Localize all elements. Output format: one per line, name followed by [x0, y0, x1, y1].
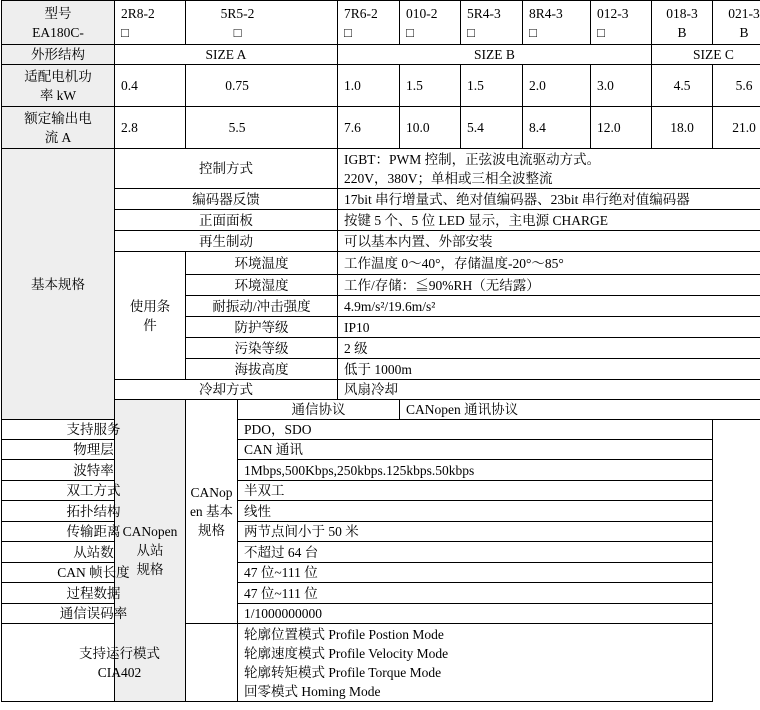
mode-item: 轮廓位置模式 Profile Postion Mode — [244, 626, 444, 642]
cooling-row — [2, 380, 760, 400]
cooling-label: 冷却方式 — [115, 380, 338, 400]
condition-label: 耐振动/冲击强度 — [186, 296, 338, 317]
motor-power-row — [2, 65, 760, 107]
motor-power-label-line: 率 kW — [39, 87, 77, 103]
panel-row — [2, 210, 760, 231]
model-label-cell — [2, 1, 115, 45]
canopen-row — [2, 501, 760, 522]
size-b: SIZE B — [338, 45, 652, 65]
spec-table — [1, 0, 760, 702]
model-label: 型号 — [44, 5, 72, 21]
canopen-value: 47 位~111 位 — [238, 583, 713, 604]
model-code: 018-3 — [666, 5, 698, 21]
condition-value: 2 级 — [338, 338, 760, 359]
model-code: 021-3 — [728, 5, 760, 21]
regen-row — [2, 231, 760, 252]
canopen-label: 通信协议 — [238, 400, 400, 420]
condition-row — [2, 252, 760, 275]
canopen-sub-label-line: 规格 — [198, 523, 225, 538]
condition-value: IP10 — [338, 317, 760, 338]
canopen-label: CAN 帧长度 — [2, 563, 186, 583]
canopen-row — [2, 583, 760, 604]
canopen-row — [2, 420, 760, 440]
motor-power-value: 3.0 — [591, 65, 652, 107]
model-cell — [338, 1, 400, 45]
output-current-value: 18.0 — [652, 107, 713, 149]
panel-label: 正面面板 — [115, 210, 338, 231]
canopen-label: 物理层 — [2, 440, 186, 460]
model-cell — [115, 1, 186, 45]
motor-power-label — [2, 65, 115, 107]
output-current-row — [2, 107, 760, 149]
basic-group-label: 基本规格 — [2, 149, 115, 420]
canopen-row — [2, 460, 760, 481]
canopen-row — [2, 440, 760, 460]
conditions-label — [115, 252, 186, 380]
modes-label — [2, 624, 238, 702]
size-c: SIZE C — [652, 45, 760, 65]
output-current-value: 21.0 — [713, 107, 760, 149]
canopen-value: 47 位~111 位 — [238, 563, 713, 583]
motor-power-value: 1.5 — [461, 65, 523, 107]
cooling-value: 风扇冷却 — [338, 380, 760, 400]
output-current-value: 12.0 — [591, 107, 652, 149]
output-current-value: 10.0 — [400, 107, 461, 149]
control-row — [2, 149, 760, 189]
canopen-label: 双工方式 — [2, 481, 186, 501]
encoder-label: 编码器反馈 — [115, 189, 338, 210]
modes-value — [238, 624, 713, 702]
model-cell — [400, 1, 461, 45]
canopen-label: 从站数 — [2, 542, 186, 563]
encoder-value: 17bit 串行增量式、绝对值编码器、23bit 串行绝对值编码器 — [338, 189, 760, 210]
model-code: 010-2 — [406, 5, 438, 21]
motor-power-label-line: 适配电机功 — [24, 68, 92, 84]
canopen-value: 线性 — [238, 501, 713, 522]
model-suffix: □ — [406, 24, 414, 40]
encoder-row — [2, 189, 760, 210]
canopen-group-label-line: 规格 — [136, 562, 164, 577]
output-current-value: 2.8 — [115, 107, 186, 149]
canopen-label: 支持服务 — [2, 420, 186, 440]
canopen-label: 过程数据 — [2, 583, 186, 604]
canopen-value: 1/1000000000 — [238, 604, 713, 624]
condition-value: 4.9m/s²/19.6m/s² — [338, 296, 760, 317]
mode-item: 轮廓转矩模式 Profile Torque Mode — [244, 664, 442, 680]
control-value-line: 220V，380V；单相或三相全波整流 — [344, 170, 553, 186]
canopen-sub-label — [186, 400, 238, 624]
canopen-value: CANopen 通讯协议 — [400, 400, 760, 420]
modes-label-line: 支持运行模式 — [79, 645, 160, 661]
conditions-label-line: 件 — [143, 317, 157, 333]
canopen-value: PDO，SDO — [238, 420, 713, 440]
model-suffix: □ — [233, 24, 242, 40]
motor-power-value: 5.6 — [713, 65, 760, 107]
model-suffix: □ — [467, 24, 475, 40]
output-current-label-line: 额定输出电 — [24, 110, 92, 126]
condition-label: 污染等级 — [186, 338, 338, 359]
regen-value: 可以基本内置、外部安装 — [338, 231, 760, 252]
canopen-label: 通信误码率 — [2, 604, 186, 624]
model-suffix: □ — [529, 24, 537, 40]
size-a: SIZE A — [115, 45, 338, 65]
mode-item: 轮廓速度模式 Profile Velocity Mode — [244, 645, 449, 661]
model-cell — [523, 1, 591, 45]
model-code: 2R8-2 — [121, 5, 155, 21]
panel-value: 按键 5 个、5 位 LED 显示，主电源 CHARGE — [338, 210, 760, 231]
canopen-value: CAN 通讯 — [238, 440, 713, 460]
output-current-value: 7.6 — [338, 107, 400, 149]
motor-power-value: 0.75 — [186, 65, 338, 107]
modes-row — [2, 624, 760, 702]
structure-row — [2, 45, 760, 65]
canopen-row — [2, 400, 760, 420]
canopen-group-label-line: CANopen 从站 — [122, 524, 178, 558]
canopen-row — [2, 542, 760, 563]
canopen-label: 传输距离 — [2, 522, 186, 542]
model-suffix: □ — [597, 24, 605, 40]
regen-label: 再生制动 — [115, 231, 338, 252]
model-cell — [652, 1, 713, 45]
model-code: 7R6-2 — [344, 5, 378, 21]
output-current-label — [2, 107, 115, 149]
model-suffix: B — [677, 24, 687, 40]
control-value — [338, 149, 760, 189]
canopen-value: 1Mbps,500Kbps,250kbps.125kbps.50kbps — [238, 460, 713, 481]
output-current-value: 5.4 — [461, 107, 523, 149]
motor-power-value: 1.5 — [400, 65, 461, 107]
output-current-value: 8.4 — [523, 107, 591, 149]
canopen-label: 波特率 — [2, 460, 186, 481]
model-cell — [186, 1, 338, 45]
canopen-label: 拓扑结构 — [2, 501, 186, 522]
model-cell — [713, 1, 760, 45]
canopen-sub-label-line: CANop — [190, 485, 233, 500]
condition-label: 环境温度 — [186, 252, 338, 275]
model-cell — [461, 1, 523, 45]
motor-power-value: 4.5 — [652, 65, 713, 107]
model-suffix: □ — [344, 24, 352, 40]
model-suffix: B — [739, 24, 749, 40]
model-cell — [591, 1, 652, 45]
canopen-value: 不超过 64 台 — [238, 542, 713, 563]
motor-power-value: 1.0 — [338, 65, 400, 107]
control-value-line: IGBT：PWM 控制，正弦波电流驱动方式。 — [344, 151, 601, 167]
condition-value: 工作/存储：≦90%RH（无结露） — [338, 275, 760, 296]
model-code: 5R5-2 — [220, 5, 255, 21]
canopen-sub-label-line: en 基本 — [189, 504, 234, 519]
condition-label: 防护等级 — [186, 317, 338, 338]
motor-power-value: 0.4 — [115, 65, 186, 107]
canopen-row — [2, 563, 760, 583]
canopen-row — [2, 522, 760, 542]
output-current-value: 5.5 — [186, 107, 338, 149]
structure-label: 外形结构 — [2, 45, 115, 65]
canopen-row — [2, 481, 760, 501]
conditions-label-line: 使用条 — [129, 298, 171, 314]
model-row — [2, 1, 760, 45]
output-current-label-line: 流 A — [44, 129, 72, 145]
model-code: 5R4-3 — [467, 5, 501, 21]
control-label: 控制方式 — [115, 149, 338, 189]
condition-label: 海拔高度 — [186, 359, 338, 380]
canopen-row — [2, 604, 760, 624]
motor-power-value: 2.0 — [523, 65, 591, 107]
modes-label-line: CIA402 — [97, 664, 142, 680]
condition-value: 工作温度 0～40°，存储温度-20°～85° — [338, 252, 760, 275]
model-code: 8R4-3 — [529, 5, 563, 21]
mode-item: 回零模式 Homing Mode — [244, 683, 381, 699]
model-code: 012-3 — [597, 5, 629, 21]
condition-label: 环境湿度 — [186, 275, 338, 296]
model-prefix: EA180C- — [32, 24, 84, 40]
canopen-value: 半双工 — [238, 481, 713, 501]
canopen-value: 两节点间小于 50 米 — [238, 522, 713, 542]
model-suffix: □ — [121, 24, 129, 40]
condition-value: 低于 1000m — [338, 359, 760, 380]
